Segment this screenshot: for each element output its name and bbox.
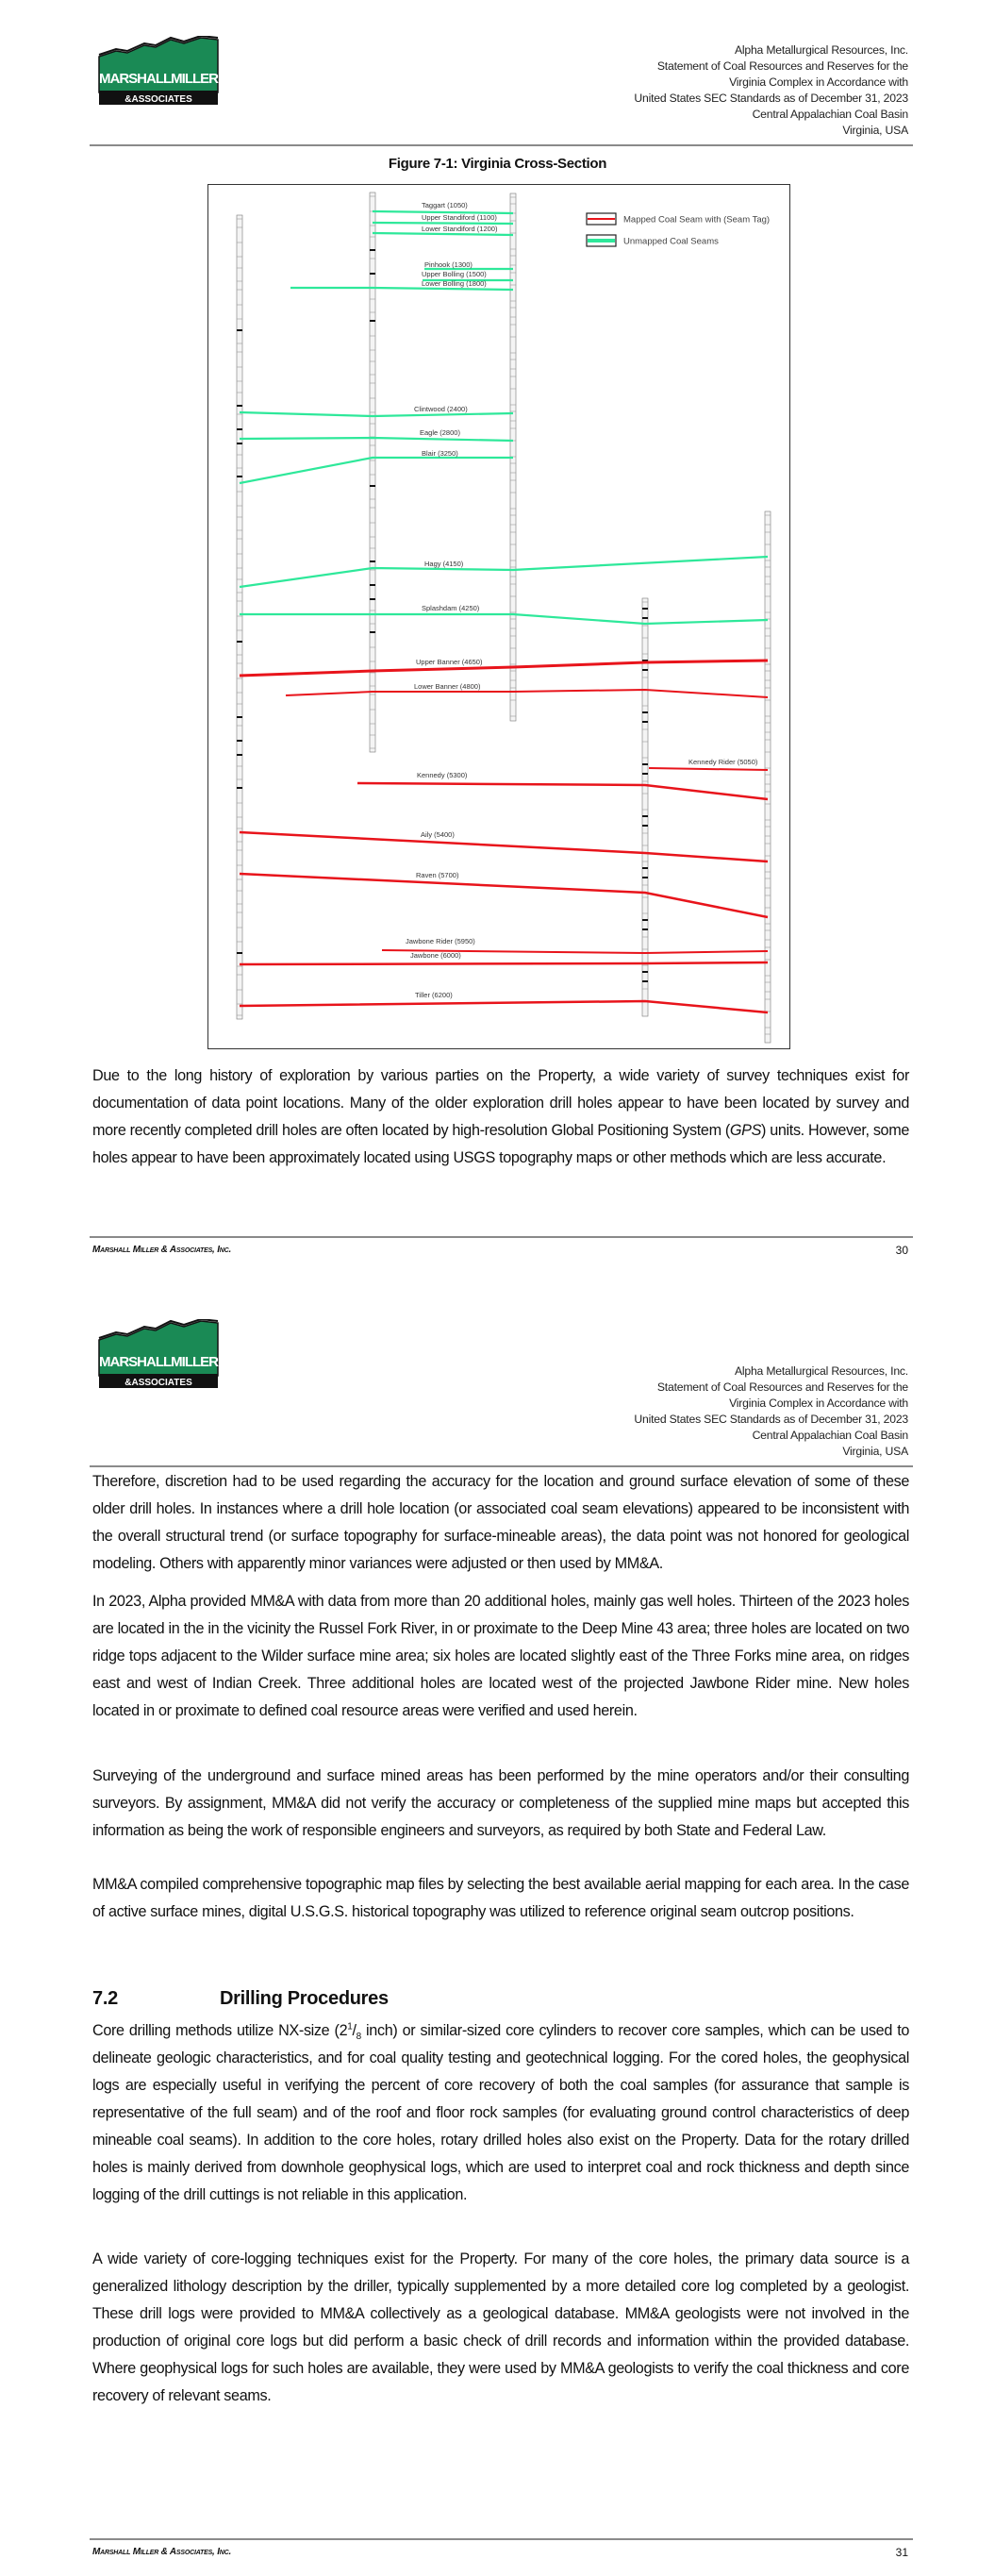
fraction-numerator: 1 <box>347 2021 353 2032</box>
seam-label: Hagy (4150) <box>424 560 464 568</box>
seam-line <box>240 874 768 917</box>
text: Core drilling methods utilize NX-size (2 <box>92 2022 348 2039</box>
fraction-denominator: 8 <box>356 2032 361 2043</box>
seam-label: Kennedy Rider (5050) <box>688 758 758 766</box>
header-line: Virginia Complex in Accordance with <box>729 1397 908 1410</box>
seam-label: Clintwood (2400) <box>414 405 468 413</box>
text: ) units. However, some holes appear to have been approximately located using USGS topography maps or other methods which are less accurate. <box>92 1122 910 1166</box>
seam-label: Tiller (6200) <box>415 991 453 999</box>
seam-line <box>649 768 768 770</box>
figure-title: Figure 7-1: Virginia Cross-Section <box>388 156 607 172</box>
seam-line <box>286 690 768 697</box>
seam-line <box>373 233 513 235</box>
seam-label: Kennedy (5300) <box>417 771 468 779</box>
header-line: United States SEC Standards as of December 31, 2023 <box>634 1413 908 1426</box>
svg-text:MARSHALLMILLER: MARSHALLMILLER <box>99 71 218 87</box>
seam-line <box>357 783 768 799</box>
paragraph: A wide variety of core-logging techniques exist for the Property. For many of the core holes, the primary data source is a generalized lithology description by the driller, typically supplemented by a more detailed core log completed by a geologist. These drill logs were provided to MM&A collectively as a geological database. MM&A geologists were not involved in the production of original core logs but did perform a basic check of drill records and information within the provided database. Where geophysical logs for such holes are available, they were used by MM&A geologists to verify the coal thickness and core recovery of relevant seams. <box>92 2250 909 2404</box>
text: Due to the long history of exploration by various parties on the Property, a wide variety of survey techniques exist for documentation of data point locations. Many of the older exploration drill holes appear to have been located by survey and more recently completed drill holes are often located by high-resolution Global Positioning System ( <box>92 1067 909 1139</box>
footer-company: Marshall Miller & Associates, Inc. <box>92 2547 232 2557</box>
footer-divider <box>90 2538 913 2540</box>
seam-line <box>240 962 768 964</box>
footer-divider <box>90 1236 913 1238</box>
seam-label: Upper Bolling (1500) <box>422 270 487 278</box>
header-line: Central Appalachian Coal Basin <box>752 108 908 121</box>
seam-label: Pinhook (1300) <box>424 260 473 269</box>
seam-line <box>240 438 513 441</box>
paragraph: Surveying of the underground and surface mined areas has been performed by the mine operators and/or their consulting surveyors. By assignment, MM&A did not verify the accuracy or completeness of the supplied mine maps but accepted this information as being the work of responsible engineers and surveyors, as required by both State and Federal Law. <box>92 1767 909 1839</box>
svg-text:&ASSOCIATES: &ASSOCIATES <box>124 1378 192 1388</box>
seam-line <box>240 832 768 861</box>
seam-label: Blair (3250) <box>422 449 458 458</box>
paragraph <box>92 1062 909 1172</box>
seam-label: Lower Banner (4800) <box>414 682 481 691</box>
header-line: Virginia, USA <box>842 124 908 137</box>
seam-line <box>290 288 513 290</box>
seam-label: Lower Bolling (1800) <box>422 279 487 288</box>
section-number: 7.2 <box>92 1988 118 2009</box>
page-number: 30 <box>895 1244 908 1257</box>
header-line: Alpha Metallurgical Resources, Inc. <box>734 43 908 57</box>
header-divider <box>90 1465 913 1467</box>
seam-label: Taggart (1050) <box>422 201 468 209</box>
page-number: 31 <box>895 2546 908 2559</box>
seam-line <box>240 614 768 624</box>
section-title: Drilling Procedures <box>220 1988 389 2009</box>
seam-label: Jawbone Rider (5950) <box>406 937 475 945</box>
paragraph: In 2023, Alpha provided MM&A with data from more than 20 additional holes, mainly gas well holes. Thirteen of the 2023 holes are located in the in the vicinity the Russel Fork River, in or proximate to the Deep Mine 43 area; three holes are located on two ridge tops adjacent to the Wilder surface mine area; six holes are located slightly east of the Three Forks mine area, on ridges east and west of Indian Creek. Three additional holes are located west of the projected Jawbone Rider mine. New holes located in or proximate to defined coal resource areas were verified and used herein. <box>92 1593 909 1719</box>
seam-line <box>240 1001 768 1012</box>
text: inch) or similar-sized core cylinders to recover core samples, which can be used to delineate geologic characteristics, and for coal quality testing and geotechnical logging. For the cored holes, the geophysical logs are especially useful in verifying the percent of core recovery of both the coal samples (for assurance that sample is representative of the full seam) and of the roof and floor rock samples (for evaluating ground control characteristics of deep mineable coal seams). In addition to the core holes, rotary drilled holes also exist on the Property. Data for the rotary drilled holes is mainly derived from downhole geophysical logs, which are used to interpret coal and rock thickness and depth since logging of the drill cuttings is not reliable in this application. <box>92 2022 910 2203</box>
header-line: Statement of Coal Resources and Reserves for the <box>656 1380 908 1394</box>
text: / <box>352 2022 357 2039</box>
text-italic: GPS <box>729 1122 762 1139</box>
seam-label: Splashdam (4250) <box>422 604 480 612</box>
seam-label: Raven (5700) <box>416 871 459 879</box>
seam-label: Jawbone (6000) <box>410 951 461 960</box>
seam-line <box>240 557 768 587</box>
document-header <box>437 1363 908 1460</box>
seam-label: Lower Standiford (1200) <box>422 225 498 233</box>
seam-line <box>240 412 513 416</box>
legend-label-unmapped: Unmapped Coal Seams <box>623 236 719 247</box>
drill-hole-log <box>237 215 242 1019</box>
paragraph: Therefore, discretion had to be used regarding the accuracy for the location and ground surface elevation of some of these older drill holes. In instances where a drill hole location (or associated coal seam elevations) appeared to be inconsistent with the overall structural trend (or surface topography for surface-mineable areas), the data point was not honored for geological modeling. Others with apparently minor variances were adjusted or then used by MM&A. <box>92 1473 909 1572</box>
drill-hole-log <box>370 192 375 752</box>
header-line: Alpha Metallurgical Resources, Inc. <box>734 1364 908 1378</box>
seam-line <box>373 223 513 224</box>
header-line: Central Appalachian Coal Basin <box>752 1429 908 1442</box>
svg-text:&ASSOCIATES: &ASSOCIATES <box>124 94 192 105</box>
footer-company: Marshall Miller & Associates, Inc. <box>92 1245 232 1255</box>
seam-label: Aily (5400) <box>421 830 455 839</box>
header-line: United States SEC Standards as of December 31, 2023 <box>634 92 908 105</box>
seam-label: Eagle (2800) <box>420 428 460 437</box>
legend-label-mapped: Mapped Coal Seam with (Seam Tag) <box>623 214 771 226</box>
header-line: Statement of Coal Resources and Reserves for the <box>656 59 908 73</box>
svg-text:MARSHALLMILLER: MARSHALLMILLER <box>99 1354 218 1370</box>
cross-section-diagram <box>0 0 995 1057</box>
section-heading <box>92 1988 389 2010</box>
seam-label: Upper Banner (4650) <box>416 658 483 666</box>
header-line: Virginia, USA <box>842 1445 908 1458</box>
seam-label: Upper Standiford (1100) <box>422 213 497 222</box>
paragraph: MM&A compiled comprehensive topographic map files by selecting the best available aerial mapping for each area. In the case of active surface mines, digital U.S.G.S. historical topography was utilized to reference original seam outcrop positions. <box>92 1876 909 1920</box>
company-logo <box>97 1319 220 1390</box>
seam-line <box>240 458 513 483</box>
seam-line <box>240 661 768 676</box>
paragraph <box>92 2017 909 2209</box>
header-line: Virginia Complex in Accordance with <box>729 75 908 89</box>
